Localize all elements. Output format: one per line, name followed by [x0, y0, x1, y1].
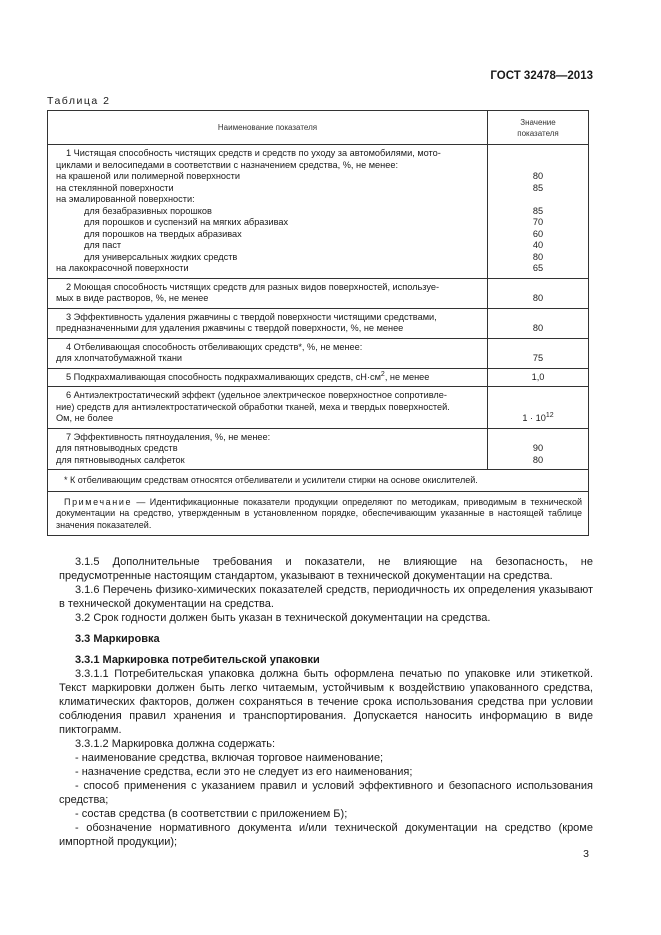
table-note-row — [48, 491, 589, 536]
table-label: Таблица 2 — [47, 95, 111, 107]
list-item: - наименование средства, включая торговое наименование; — [75, 752, 384, 764]
paragraph-3-3-1-2: 3.3.1.2 Маркировка должна содержать: — [75, 738, 276, 750]
row-6-value: $1 \cdot 10^{12}$ — [488, 387, 589, 429]
row-7-name: 7 Эффективность пятноудаления, %, не менее: для пятновыводных средств для пятновыводных салфеток — [48, 428, 488, 470]
table-row — [48, 368, 589, 387]
indicators-table — [47, 110, 589, 536]
row-7-values: 90 80 — [488, 428, 589, 470]
paragraph-3-1-5: 3.1.5 Дополнительные требования и показатели, не влияющие на безопасность, не предусмотренные настоящим стандартом, указывают в технической документации на средства. — [59, 556, 593, 582]
row-1-name: 1 Чистящая способность чистящих средств и средств по уходу за автомобилями, мото- циклами и велосипедами в соответствии с назначением средства, %, не менее: на крашеной или полимерной поверхности на стеклянной поверхности на эмалированной поверхности: для безабразивных порошков для порошков и суспензий на мягких абразивах для порошков на твердых абразивах для паст для универсальных жидких средств на лакокрасочной поверхности — [48, 145, 488, 279]
list-item: - назначение средства, если это не следует из его наименования; — [75, 766, 413, 778]
standard-designation: ГОСТ 32478—2013 — [490, 70, 593, 82]
table-row — [48, 387, 589, 429]
table-row — [48, 308, 589, 338]
row-4-name: 4 Отбеливающая способность отбеливающих средств*, %, не менее: для хлопчатобумажной ткани — [48, 338, 488, 368]
section-heading-3-3-1: 3.3.1 Маркировка потребительской упаковки — [75, 654, 320, 666]
list-item: - способ применения с указанием правил и условий эффективного и безопасного использования средства; — [59, 780, 593, 806]
table-row — [48, 145, 589, 279]
list-item: - состав средства (в соответствии с приложением Б); — [75, 808, 348, 820]
row-4-value: 75 — [488, 338, 589, 368]
table-footnote-row — [48, 470, 589, 492]
row-5-name: 5 Подкрахмаливающая способность подкрахмаливающих средств, $сН\cdot см^2$, не менее — [48, 368, 488, 387]
row-3-name: 3 Эффективность удаления ржавчины с твердой поверхности чистящими средствами, предназначенными для удаления ржавчины с твердой поверхности, %, не менее — [48, 308, 488, 338]
row-2-value: 80 — [488, 278, 589, 308]
list-item: - обозначение нормативного документа и/или технической документации на средство (кроме импортной продукции); — [59, 822, 593, 848]
table-row — [48, 278, 589, 308]
row-2-name: 2 Моющая способность чистящих средств для разных видов поверхностей, используе- мых в виде растворов, %, не менее — [48, 278, 488, 308]
row-3-value: 80 — [488, 308, 589, 338]
paragraph-3-3-1-1: 3.3.1.1 Потребительская упаковка должна быть оформлена печатью по упаковке или этикеткой. Текст маркировки должен быть легко читаемым, устойчивым к воздействию упакованного средства, климатических факторов, должен сохраняться в течение срока использования средства при условии соблюдения правил хранения и транспортирования. Допускается наносить информацию в виде пиктограмм. — [59, 668, 593, 736]
paragraph-3-1-6: 3.1.6 Перечень физико-химических показателей средств, периодичность их определения указывают в технической документации на средства. — [59, 584, 593, 610]
column-header-name: Наименование показателя — [48, 111, 488, 145]
table-header-row — [48, 111, 589, 145]
paragraph-3-2: 3.2 Срок годности должен быть указан в технической документации на средства. — [75, 612, 491, 624]
table-footnote: * К отбеливающим средствам относятся отбеливатели и усилители стирки на основе окислителей. — [48, 470, 589, 492]
row-6-name: 6 Антиэлектростатический эффект (удельное электрическое поверхностное сопротивле- ние) средств для антиэлектростатической обработки тканей, меха и твердых поверхностей. Ом, не более — [48, 387, 488, 429]
row-5-value: 1,0 — [488, 368, 589, 387]
table-row — [48, 428, 589, 470]
row-1-values: 80 85 85 70 60 40 80 65 — [488, 145, 589, 279]
page-number: 3 — [583, 848, 589, 860]
section-heading-3-3: 3.3 Маркировка — [75, 633, 160, 645]
column-header-value: Значение показателя — [488, 111, 589, 145]
main-text — [59, 555, 593, 849]
table-row — [48, 338, 589, 368]
table-note: Примечание — Идентификационные показатели продукции определяют по методикам, приводимым в технической документации на средство, утвержденным в установленном порядке, обеспечивающим указанные в настоящей таблице значения показателей. — [48, 491, 589, 536]
